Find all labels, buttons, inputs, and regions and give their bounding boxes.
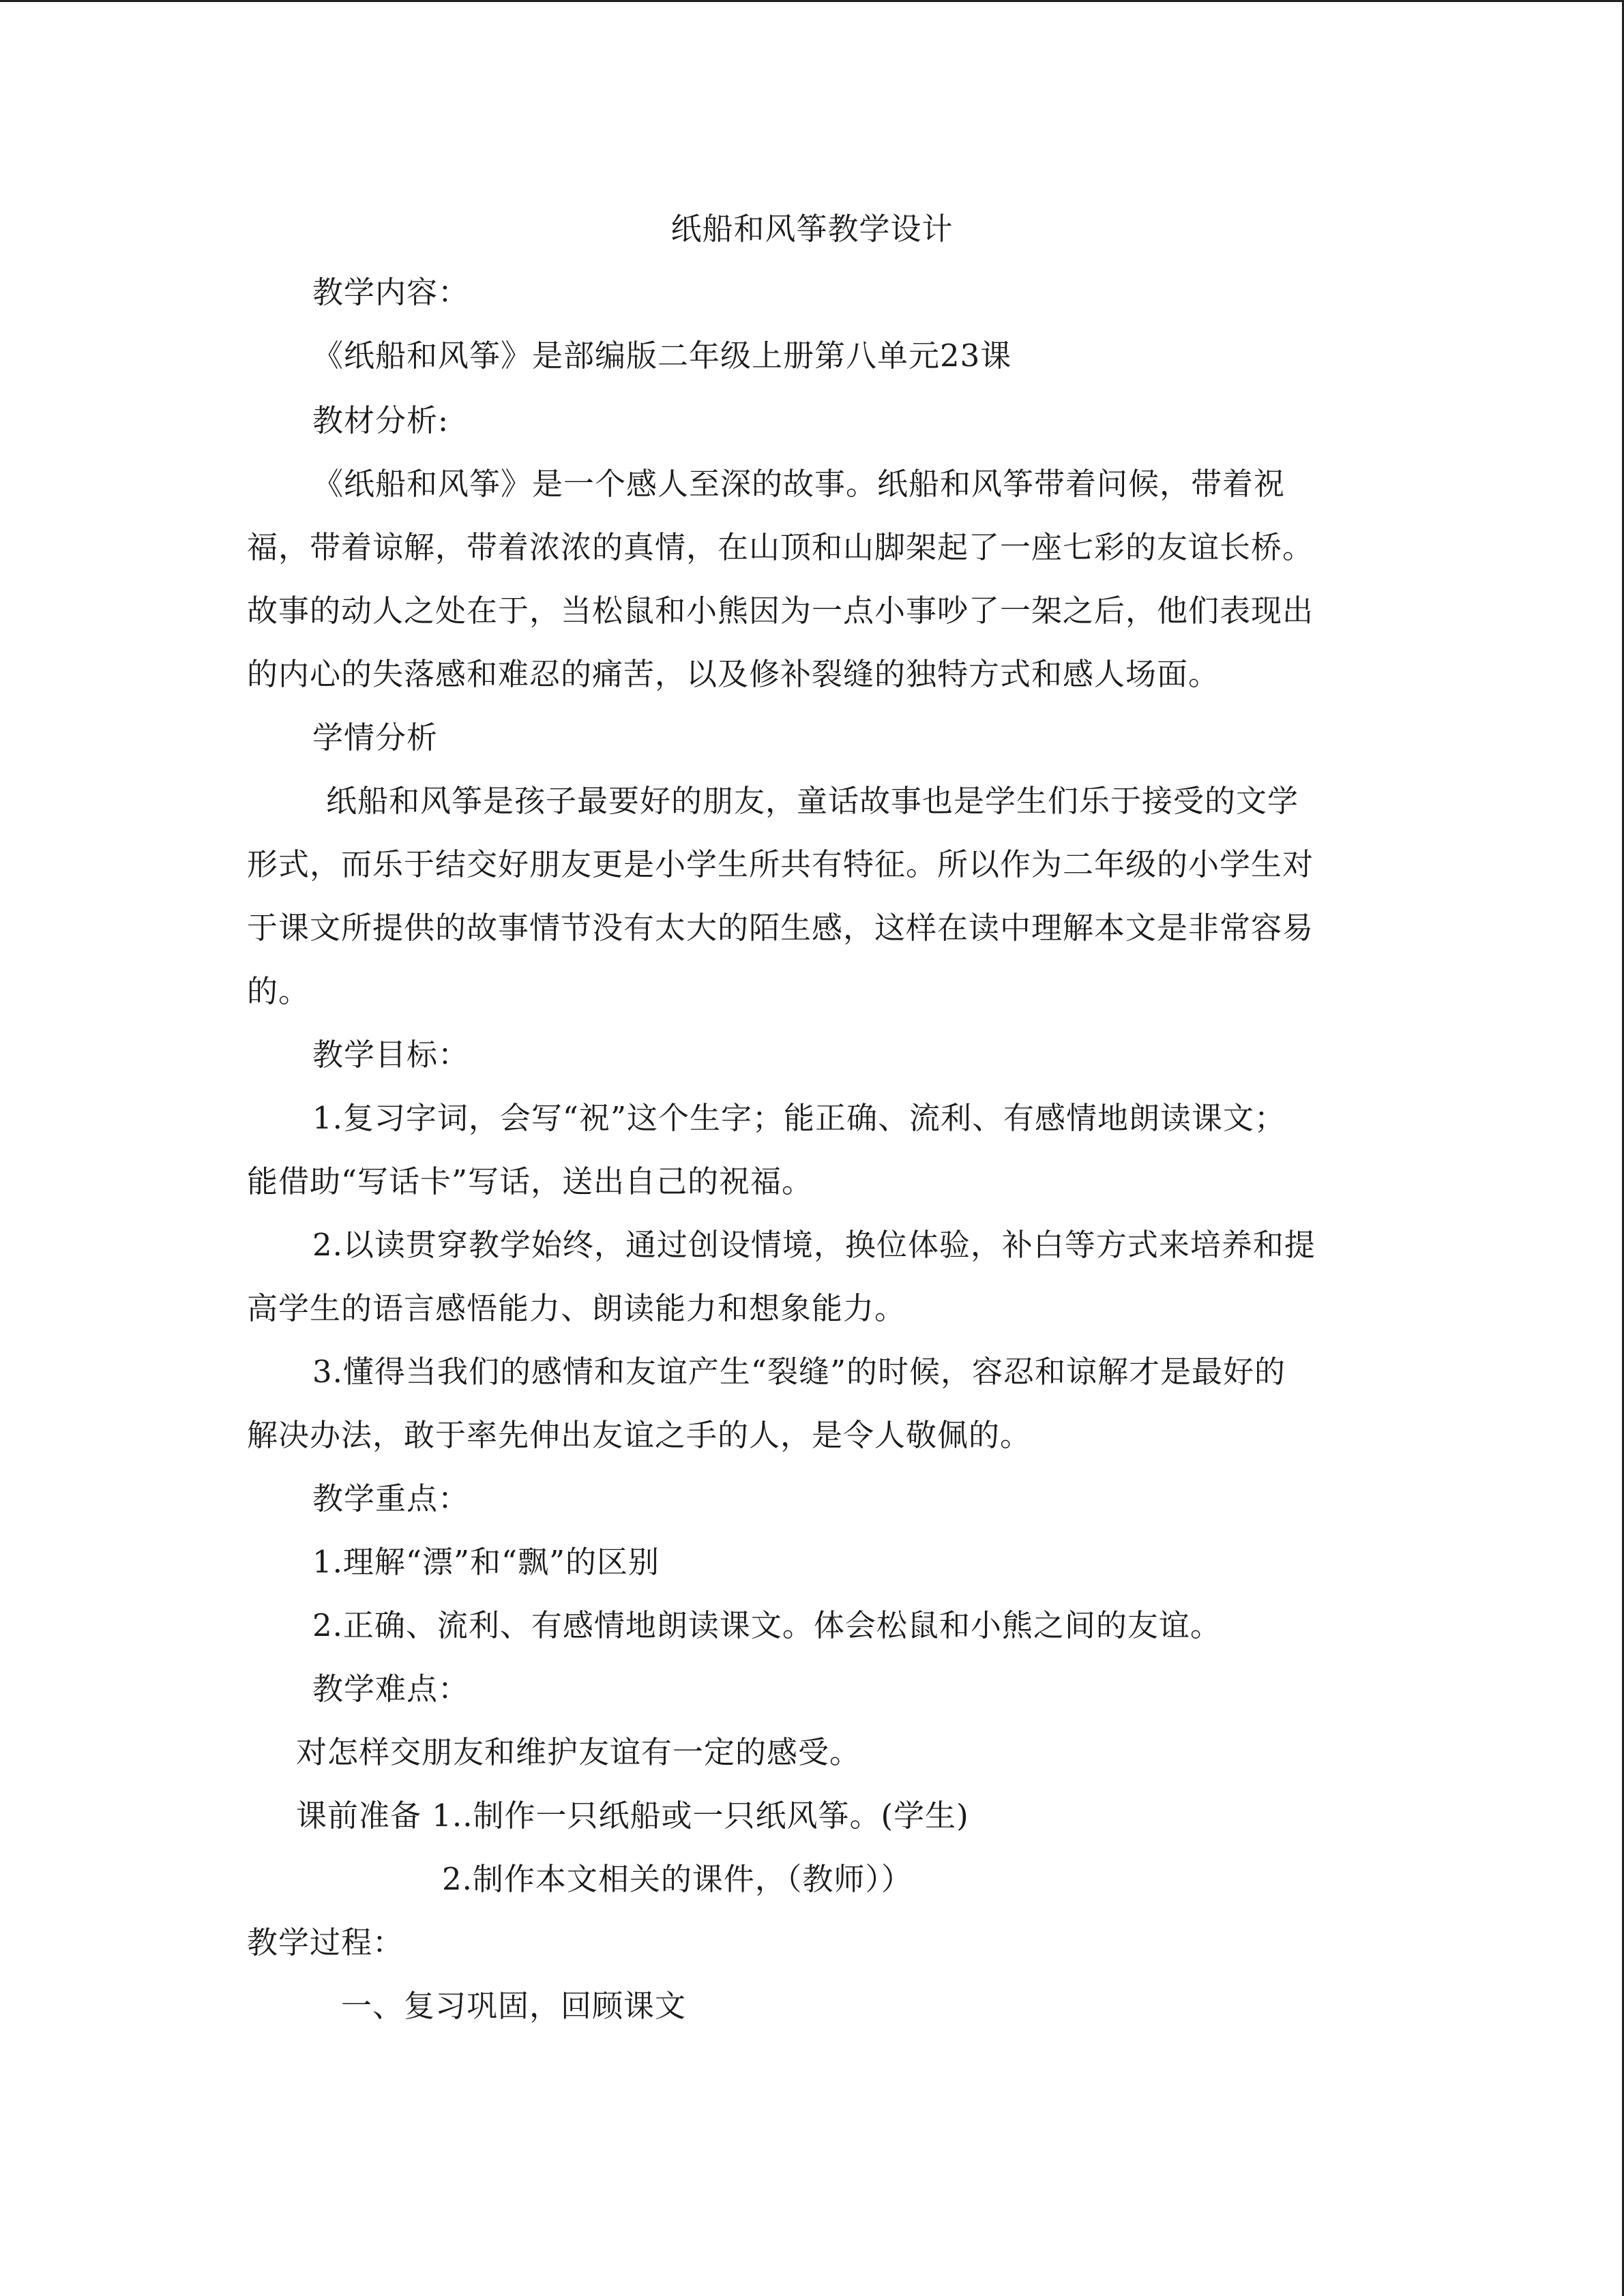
- goals-line: 高学生的语言感悟能力、朗读能力和想象能力。: [247, 1290, 906, 1326]
- analysis-heading: 教材分析:: [312, 402, 449, 438]
- keypoints-line: 2.正确、流利、有感情地朗读课文。体会松鼠和小熊之间的友谊。: [312, 1607, 1222, 1643]
- difficulty-text: 对怎样交朋友和维护友谊有一定的感受。: [296, 1734, 861, 1770]
- page-top-border: [0, 0, 1624, 2]
- prep-line: 2.制作本文相关的课件，（教师））: [442, 1861, 913, 1897]
- content-text: 《纸船和风筝》是部编版二年级上册第八单元23课: [312, 338, 1012, 374]
- goals-heading: 教学目标：: [312, 1037, 470, 1073]
- goals-line: 2.以读贯穿教学始终，通过创设情境，换位体验，补白等方式来培养和提: [312, 1227, 1316, 1263]
- learner-line: 于课文所提供的故事情节没有太大的陌生感，这样在读中理解本文是非常容易: [247, 910, 1314, 946]
- analysis-line: 福，带着谅解，带着浓浓的真情，在山顶和山脚架起了一座七彩的友谊长桥。: [247, 529, 1314, 565]
- process-step: 一、复习巩固，回顾课文: [341, 1988, 687, 2024]
- analysis-line: 《纸船和风筝》是一个感人至深的故事。纸船和风筝带着问候，带着祝: [312, 466, 1286, 502]
- process-heading: 教学过程：: [247, 1924, 404, 1960]
- keypoints-line: 1.理解“漂”和“飘”的区别: [312, 1544, 660, 1580]
- prep-line: 课前准备 1..制作一只纸船或一只纸风筝。(学生): [296, 1798, 969, 1834]
- difficulty-heading: 教学难点：: [312, 1671, 470, 1707]
- goals-line: 能借助“写话卡”写话，送出自己的祝福。: [247, 1163, 814, 1199]
- content-heading: 教学内容：: [312, 274, 470, 310]
- goals-line: 1.复习字词，会写“祝”这个生字；能正确、流利、有感情地朗读课文；: [312, 1100, 1286, 1136]
- keypoints-heading: 教学重点：: [312, 1480, 470, 1517]
- goals-line: 解决办法，敢于率先伸出友谊之手的人，是令人敬佩的。: [247, 1417, 1032, 1453]
- document-title: 纸船和风筝教学设计: [670, 211, 954, 247]
- goals-line: 3.懂得当我们的感情和友谊产生“裂缝”的时候，容忍和谅解才是最好的: [312, 1354, 1286, 1390]
- analysis-line: 故事的动人之处在于，当松鼠和小熊因为一点小事吵了一架之后，他们表现出: [247, 593, 1314, 629]
- learner-line: 的。: [247, 973, 310, 1009]
- analysis-line: 的内心的失落感和难忍的痛苦，以及修补裂缝的独特方式和感人场面。: [247, 656, 1220, 692]
- learner-line: 纸船和风筝是孩子最要好的朋友，童话故事也是学生们乐于接受的文学: [326, 783, 1299, 819]
- learner-line: 形式，而乐于结交好朋友更是小学生所共有特征。所以作为二年级的小学生对: [247, 846, 1314, 882]
- learner-heading: 学情分析: [312, 719, 439, 756]
